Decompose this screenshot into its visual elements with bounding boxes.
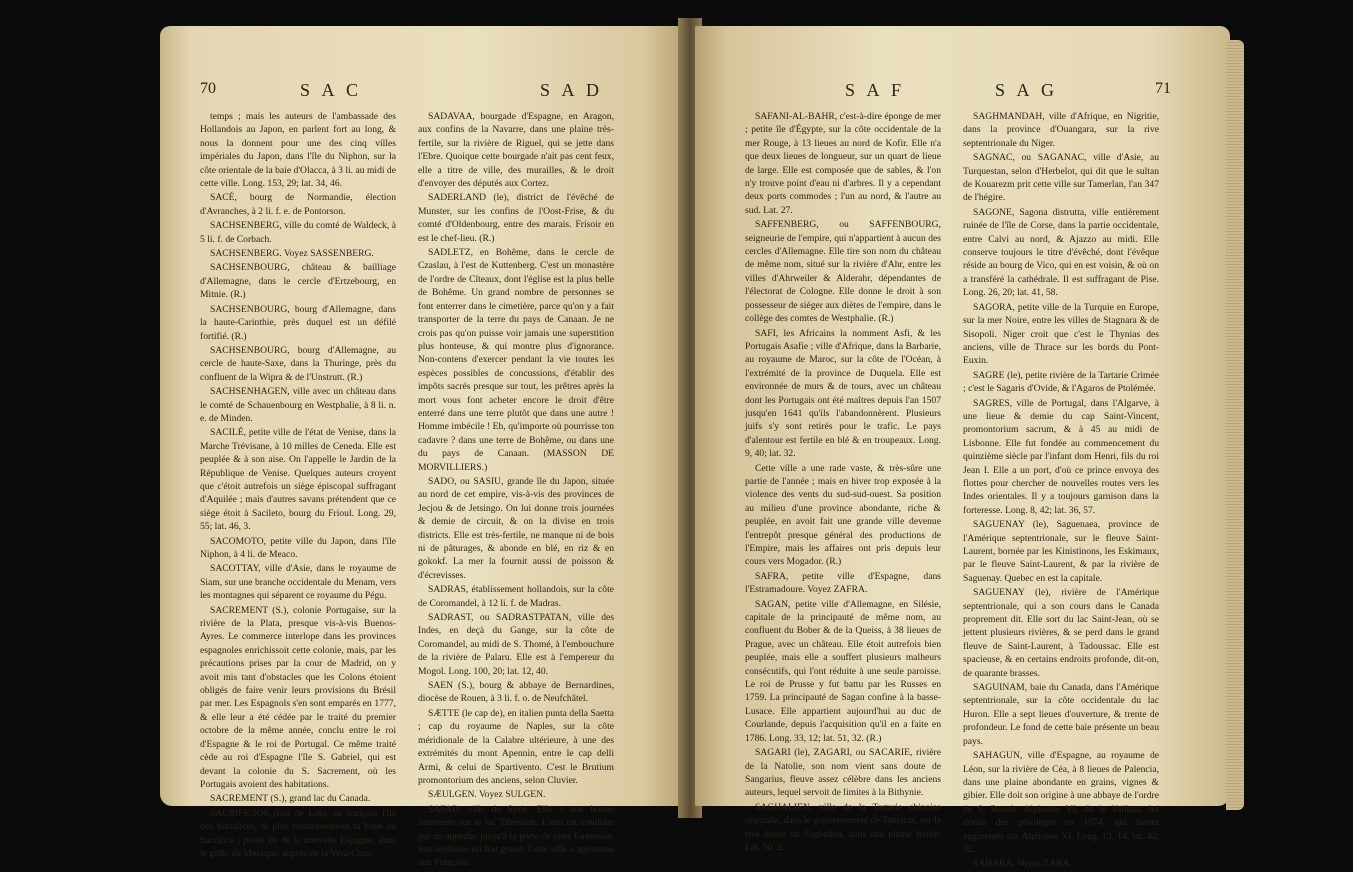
running-header: S A C	[300, 80, 363, 100]
entry-paragraph: SAGUENAY (le), rivière de l'Amérique septentrionale, qui a son cours dans le Canada proprement dit. Elle sort du lac Saint-Jean, où se jettent plusieurs rivières, & se perd dans le grand fleuve de Saint-Laurent, à Tadoussac. Elle est spacieuse, & en certains endroits profonde, dit-on, de quarante brasses.	[963, 587, 1159, 679]
open-book	[160, 18, 1230, 870]
entry-paragraph: SACHSENBERG. Voyez SASSENBERG.	[210, 248, 374, 260]
entry-paragraph: SAFAD, ville de Syrie. Elle a une bonne forteresse sur le lac Tibériade. L'eau est conduite par un aqueduc jusqu'à la porte de cette forteresse. Son territoire est fort grand. Cette ville a appartenu aux François.	[418, 803, 614, 869]
text-column	[963, 110, 1159, 872]
entry-paragraph: SAFANI-AL-BAHR, c'est-à-dire éponge de mer ; petite île d'Égypte, sur la côte occidentale de la mer Rouge, à 13 lieues au nord de Kofir. Elle n'a que deux lieues de longueur, sur un quart de lieue de large. Elle est composée que de sables, & l'on n'y trouve point d'eau ni d'arbres. Il y a cependant deux ports commodes ; l'un au nord, & l'autre au sud. Lat. 27.	[745, 111, 941, 216]
entry-paragraph: SACHSENHAGEN, ville avec un château dans le comté de Schauenbourg en Westphalie, à 8 li. n. e. de Minden.	[200, 386, 396, 424]
entry-paragraph: SAHAGUN, ville d'Espagne, au royaume de Léon, sur la rivière de Céa, à 8 lieues de Palencia, dans une plaine abondante en grains, vignes & gibier. Elle doit son origine à une abbaye de l'ordre de S. Benoît. Alphonse VI, dit le Vaillant, lui donna des privilèges en 1074, qui furent augmentés par Alphonse XI. Long. 13, 14; lat. 42, 32.	[963, 750, 1159, 855]
entry-paragraph: SACOMOTO, petite ville du Japon, dans l'île Niphon, à 4 li. de Meaco.	[200, 535, 396, 560]
entry-paragraph: SACOTTAY, ville d'Asie, dans le royaume de Siam, sur une branche occidentale du Menam, vers les montagnes qui séparent ce royaume du Pégu.	[200, 563, 396, 602]
page-edges	[1226, 40, 1244, 810]
entry-paragraph: SACREMENT (S.), colonie Portugaise, sur la rivière de la Plata, presque vis-à-vis Buenos-Ayres. Le commerce interlope dans les provinces espagnoles enrichissoit cette colonie, mais, par les précautions prises par la cour de Madrid, on y avoit mis tant d'obstacles que les Colons étoient obligés de faire venir leurs provisions du Brésil par mer. Les Espagnols s'en sont emparés en 1777, & elle leur a été cédée par le traité du premier octobre de la même année, conclu entre le roi d'Espagne & le roi de Portugal. Ce même traité cède au roi d'Espagne l'île S. Gabriel, qui est devant la colonie du S. Sacrement, où les Portugais avoient des habitations.	[200, 604, 396, 790]
page-number: 71	[1155, 80, 1171, 97]
entry-paragraph: temps ; mais les auteurs de l'ambassade des Hollandois au Japon, en parlent fort au long, & nous la donnent pour une des cinq villes impériales du Japon, dans l'île du Niphon, sur la côte orientale de la baie d'Olacca, à 3 li. au midi de cette ville. Long. 153, 29; lat. 34, 46.	[200, 111, 396, 190]
entry-paragraph: SADERLAND (le), district de l'évêché de Munster, sur les confins de l'Oost-Frise, & du comté d'Oldenbourg, entre des marais. Frisoir en est le chef-lieu. (R.)	[418, 192, 614, 244]
entry-paragraph: SAGUENAY (le), Saguenaea, province de l'Amérique septentrionale, sur le fleuve Saint-Laurent, bornée par les Kinistinons, les Eskimaux, par le fleuve Saint-Laurent, & par la rivière de Saguenay. Quebec en est la capitale.	[963, 519, 1159, 584]
entry-paragraph: SACHSENBOURG, bourg d'Allemagne, dans la haute-Carinthie, près duquel est un défilé fortifié. (R.)	[200, 303, 396, 342]
entry-paragraph: SAFFENBERG, ou SAFFENBOURG, seigneurie de l'empire, qui n'appartient à aucun des cercles d'Allemagne. Elle tire son nom du château de même nom, situé sur la rivière d'Ahr, entre les villes d'Ahrweiler & Alderahr, dépendantes de l'électorat de Cologne. Elle donne le droit à son possesseur de siéger aux diètes de l'empire, dans le collège des comtes de Westphalie. (R.)	[745, 219, 941, 325]
entry-paragraph: SAGONE, Sagona distrutta, ville entièrement ruinée de l'île de Corse, dans la partie occidentale, entre Calvi au nord, & Ajazzo au midi. Elle conserve toujours le titre d'évêché, dont l'évêque réside au bourg de Vico, qui en est voisin, & où on a transféré la cathédrale. Il est suffragant de Pise. Long. 26, 20; lat. 41, 58.	[963, 206, 1159, 299]
text-column	[200, 110, 396, 861]
page-number: 70	[200, 80, 216, 97]
entry-paragraph: SAGRE (le), petite rivière de la Tartarie Crimée ; c'est le Sagaris d'Ovide, & l'Agaros de Ptolémée.	[963, 369, 1159, 395]
entry-paragraph: SACREMENT (S.), grand lac du Canada.	[210, 793, 371, 805]
entry-paragraph: SADRAS, établissement hollandois, sur la côte de Coromandel, à 12 li. f. de Madras.	[418, 584, 614, 609]
entry-paragraph: SACHSENBOURG, château & bailliage d'Allemagne, dans le cercle d'Ertzebourg, en Mitnie. (R.)	[200, 262, 396, 301]
entry-paragraph: SAGAN, petite ville d'Allemagne, en Silésie, capitale de la principauté de même nom, au confluent du Bober & de la Queiss, à 38 lieues de Prague, avec un château. Elle étoit autrefois bien peuplée, mais elle a souffert plusieurs malheurs consécutifs, qui l'ont réduite à une seule paroisse. Le roi de Prusse y fut battu par les Russes en 1759. La principauté de Sagan confine à la basse-Lusace. Elle appartient aujourd'hui au duc de Courlande, depuis l'acquisition qu'il en a faite en 1786. Long. 33, 12; lat. 51, 32. (R.)	[745, 598, 941, 744]
entry-paragraph: SAGHMANDAH, ville d'Afrique, en Nigritie, dans la province d'Ouangara, sur la rive septentrionale du Niger.	[963, 111, 1159, 149]
running-header: S A D	[540, 80, 604, 100]
entry-paragraph: SACHSENBERG, ville du comté de Waldeck, à 5 li. f. de Corbach.	[200, 220, 396, 245]
right-page	[695, 26, 1230, 870]
entry-paragraph: SADLETZ, en Bohême, dans le cercle de Czaslau, à l'est de Kuttenberg. C'est un monastère de l'ordre de Cîteaux, dont l'église est la plus belle de Bohême. Un grand nombre de personnes se font enterrer dans le cimetière, parce qu'on y a fait transporter de la terre du pays de Canaan. Je ne crois pas qu'on puisse voir jamais une superstition plus honteuse, & qui montre plus d'ignorance. Non-contens d'exercer pendant la vie toutes les espèces possibles de concussions, d'établir des impôts sacrés presque sur tout, les prêtres après la mort vous font acheter encore le droit d'être enterré dans une terre plutôt que dans une autre ! Homme imbécile ! Eh, qu'importe où pourrisse ton cadavre ? dans une terre de Bohême, ou dans une du pays de Canaan. (MASSON DE MORVILLIERS.)	[418, 247, 614, 473]
entry-paragraph: SAFRA, petite ville d'Espagne, dans l'Estramadoure. Voyez ZAFRA.	[745, 570, 941, 596]
entry-paragraph: SACÉ, bourg de Normandie, élection d'Avranches, à 2 li. f. e. de Pontorson.	[200, 192, 396, 217]
entry-paragraph: Cette ville a une rade vaste, & très-sûre une partie de l'année ; mais en hiver trop exposée à la violence des vents du sud-sud-ouest. Sa position au milieu d'une province abondante, riche & peuplée, en avoit fait une grande ville devenue l'entrepôt presque général des productions de l'Empire, mais les affaires ont pris depuis leur cours vers Mogador. (R.)	[745, 462, 941, 568]
entry-paragraph: SAGORA, petite ville de la Turquie en Europe, sur la mer Noire, entre les villes de Stagnara & de Sisopoli. Niger croit que c'est le Thynias des anciens, ville de Thrace sur les bords du Pont-Euxin.	[963, 301, 1159, 367]
running-header: S A F	[845, 80, 906, 100]
entry-paragraph: SACHSENBOURG, bourg d'Allemagne, au cercle de haute-Saxe, dans la Thuringe, près du confluent de la Wipra & de l'Unstrutt. (R.)	[200, 344, 396, 383]
entry-paragraph: SACRIFICIOS (Isla de Los), en françois l'île des Sacrifices, & plus communément la baye du Sacrifice ; petite île de la nouvelle Espagne, dans le golfe du Mexique, auprès de la Vera-Cruz.	[200, 807, 396, 859]
entry-paragraph: SAGUINAM, baie du Canada, dans l'Amérique septentrionale, sur la côte occidentale du lac Huron. Elle a sept lieues d'ouverture, & trente de profondeur. Le fond de cette baie présente un beau pays.	[963, 682, 1159, 747]
left-page	[160, 26, 685, 869]
entry-paragraph: SADAVAA, bourgade d'Espagne, en Aragon, aux confins de la Navarre, dans une plaine très-fertile, sur la rivière de Riguel, qui se jette dans l'Ebre. Quoique cette bourgade n'ait pas cent feux, elle a titre de ville, des murailles, & le droit d'envoyer des députés aux Cortez.	[418, 111, 614, 190]
text-column	[418, 110, 614, 871]
entry-paragraph: SAGRES, ville de Portugal, dans l'Algarve, à une lieue & demie du cap Saint-Vincent, promontorium sacrum, & à 45 au midi de Lisbonne. Elle fut fondée au commencement du quinzième siècle par l'infant dom Henri, fils du roi Jean I. Elle a un port, d'où ce prince envoya des flottes pour chercher de nouvelles routes vers les Indes orientales. Il y a toujours garnison dans la forteresse. Long. 8, 42; lat. 36, 57.	[963, 397, 1159, 516]
entry-paragraph: SAGHALIEN, ville de la Tartarie chinoise orientale, dans le gouvernement de Tsitcicar, sur la rive droite du Saghalien, dans une plaine fertile. Lat. 50, 2.	[745, 801, 941, 853]
entry-paragraph: SACILÉ, petite ville de l'état de Venise, dans la Marche Trévisane, à 10 milles de Ceneda. Elle est peuplée & à son aise. On l'appelle le Jardin de la République de Venise. Quelques auteurs croyent que c'étoit autrefois un siège épiscopal suffragant d'Aquilée ; mais d'autres savans prétendent que ce siège étoit à Sacileto, bourg du Frioul. Long. 29, 55; lat. 46, 3.	[200, 427, 396, 533]
entry-paragraph: SAEN (S.), bourg & abbaye de Bernardines, diocèse de Rouen, à 3 li. f. o. de Neufchâtel.	[418, 680, 614, 705]
entry-paragraph: SADO, ou SASIU, grande île du Japon, située au nord de cet empire, vis-à-vis des provinces de Jecjou & de Jetsingo. On lui donne trois journées & demie de circuit, & on la divise en trois districts. Elle est très-fertile, ne manque ni de bois ni de pâturages, & abonde en blé, en riz & en gokokf. La mer la fournit aussi de poisson & d'écrevisses.	[418, 475, 614, 581]
entry-paragraph: SAHARA. Voyez ZARA.	[973, 858, 1072, 870]
text-column	[745, 110, 941, 855]
running-header: S A G	[995, 80, 1059, 100]
entry-paragraph: SAGARI (le), ZAGARI, ou SACARIE, rivière de la Natolie, son nom vient sans doute de Sangarius, fleuve assez célèbre dans les anciens auteurs, lequel servoit de limites à la Bithynie.	[745, 747, 941, 799]
entry-paragraph: SÆULGEN. Voyez SULGEN.	[428, 789, 546, 801]
entry-paragraph: SAFI, les Africains la nomment Asfi, & les Portugais Asafie ; ville d'Afrique, dans la Barbarie, au royaume de Maroc, sur la côte de l'Océan, à l'extrémité de la province de Duquela. Elle est environnée de murs & de tours, avec un château dont les Portugais ont été maîtres depuis l'an 1507 jusqu'en 1641 qu'ils l'abandonnèrent. Plusieurs juifs s'y sont retirés pour le trafic. Le pays d'alentour est fertile en blé & en troupeaux. Long. 9, 40; lat. 32.	[745, 327, 941, 460]
entry-paragraph: SAGNAC, ou SAGANAC, ville d'Asie, au Turquestan, selon d'Herbelot, qui dit que le sultan de Kouarezm prit cette ville sur Tamerlan, l'an 347 de l'hégire.	[963, 152, 1159, 204]
entry-paragraph: SADRAST, ou SADRASTPATAN, ville des Indes, en deçà du Gange, sur la côte de Coromandel, au midi de S. Thomé, à l'embouchure de la rivière de Palaru. Elle est à l'empereur du Mogol. Long. 100, 20; lat. 12, 40.	[418, 612, 614, 677]
entry-paragraph: SÆTTE (le cap de), en italien punta della Saetta ; cap du royaume de Naples, sur la côte méridionale de la Calabre ultérieure, à une des extrémités du mont Apennin, entre le cap delli Armi, & celui de Spartivento. C'est le Brutium promontorium des anciens, selon Cluvier.	[418, 707, 614, 786]
